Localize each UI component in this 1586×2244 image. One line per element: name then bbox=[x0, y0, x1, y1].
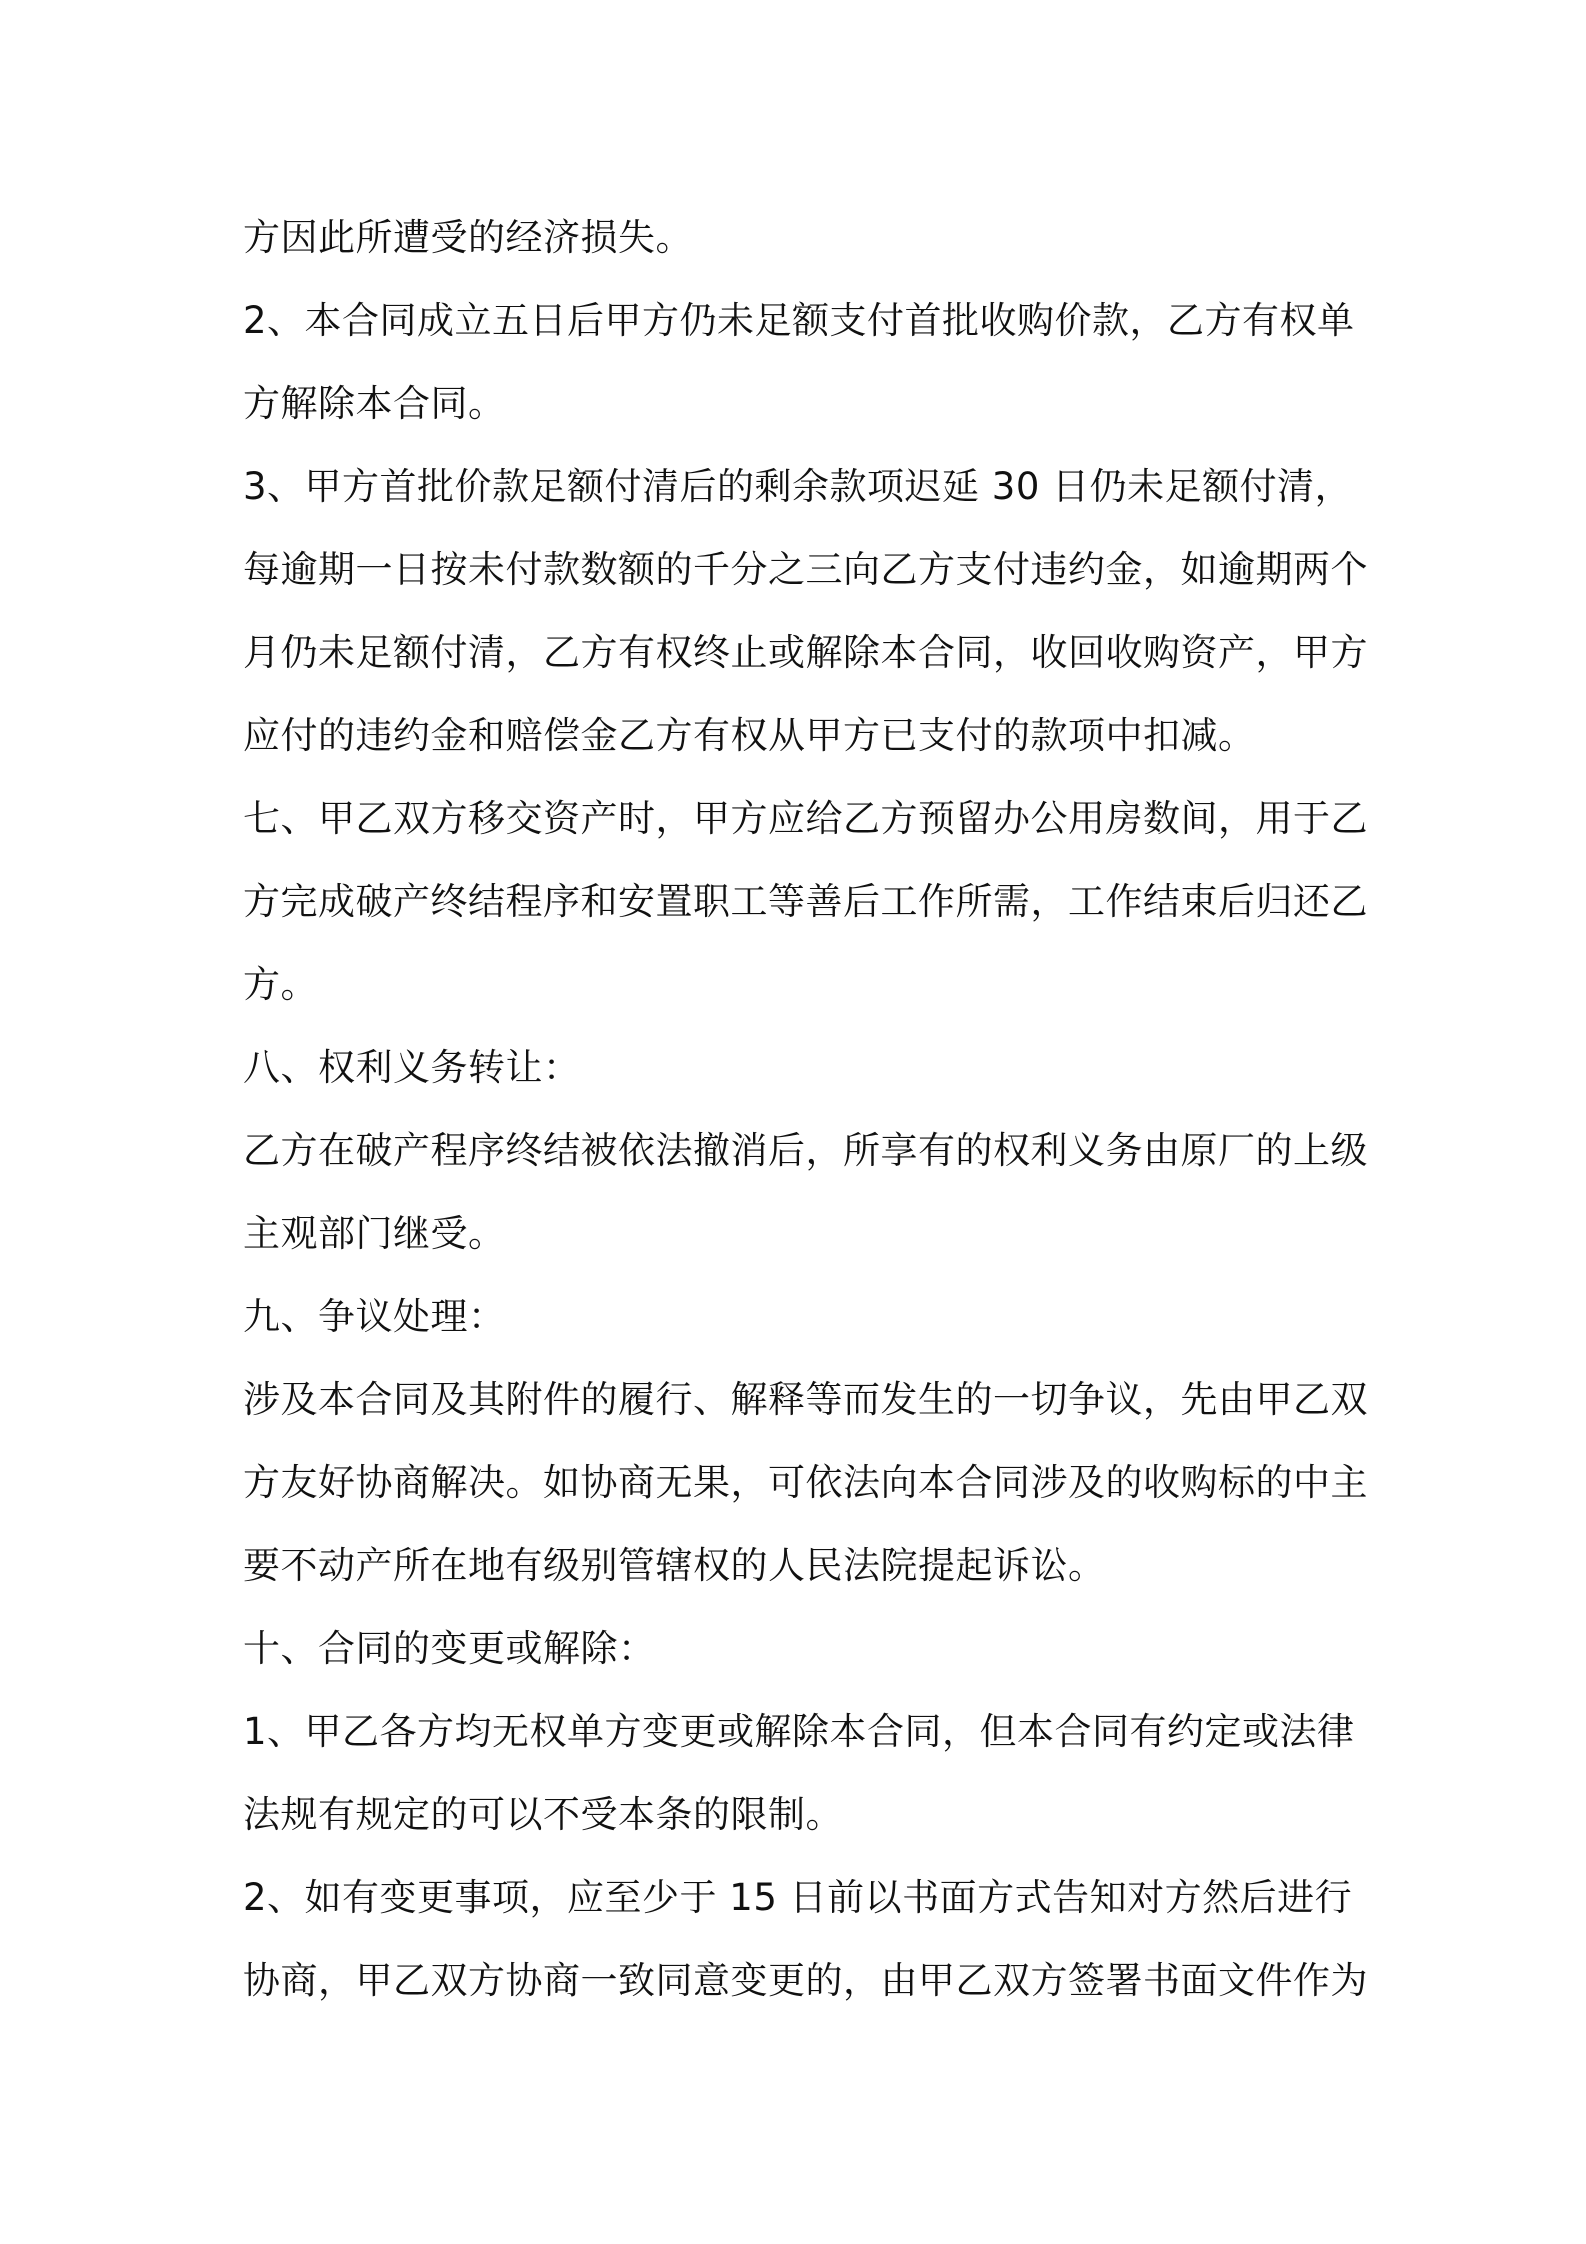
text-line: 1、甲乙各方均无权单方变更或解除本合同，但本合同有约定或法律 bbox=[243, 1710, 1355, 1753]
heading-section-10 bbox=[243, 1607, 1363, 1690]
text-line: 协商，甲乙双方协商一致同意变更的，由甲乙双方签署书面文件作为 bbox=[243, 1959, 1368, 2002]
paragraph-section-7 bbox=[243, 777, 1368, 1026]
text-line: 方友好协商解决。如协商无果，可依法向本合同涉及的收购标的中主 bbox=[243, 1461, 1368, 1504]
text-line: 乙方在破产程序终结被依法撤消后，所享有的权利义务由原厂的上级 bbox=[243, 1129, 1368, 1172]
text-line: 要不动产所在地有级别管辖权的人民法院提起诉讼。 bbox=[243, 1544, 1106, 1587]
paragraph-section-9-body bbox=[243, 1358, 1368, 1607]
section-heading: 八、权利义务转让： bbox=[243, 1046, 581, 1089]
text-line: 方因此所遭受的经济损失。 bbox=[243, 216, 693, 259]
paragraph-clause-3 bbox=[243, 445, 1368, 777]
text-line: 2、本合同成立五日后甲方仍未足额支付首批收购价款，乙方有权单 bbox=[243, 299, 1355, 342]
text-line: 月仍未足额付清，乙方有权终止或解除本合同，收回收购资产，甲方 bbox=[243, 631, 1368, 674]
paragraph-clause-2 bbox=[243, 279, 1363, 445]
text-line: 涉及本合同及其附件的履行、解释等而发生的一切争议，先由甲乙双 bbox=[243, 1378, 1368, 1421]
text-line: 3、甲方首批价款足额付清后的剩余款项迟延 30 日仍未足额付清， bbox=[243, 465, 1353, 508]
text-line: 方完成破产终结程序和安置职工等善后工作所需，工作结束后归还乙 bbox=[243, 880, 1368, 923]
heading-section-9 bbox=[243, 1275, 1363, 1358]
paragraph-loss-ending bbox=[243, 196, 1363, 279]
text-line: 方解除本合同。 bbox=[243, 382, 506, 425]
text-line: 主观部门继受。 bbox=[243, 1212, 506, 1255]
section-heading: 九、争议处理： bbox=[243, 1295, 506, 1338]
text-line: 方。 bbox=[243, 963, 318, 1006]
document-body bbox=[243, 196, 1368, 2022]
text-line: 应付的违约金和赔偿金乙方有权从甲方已支付的款项中扣减。 bbox=[243, 714, 1256, 757]
text-line: 法规有规定的可以不受本条的限制。 bbox=[243, 1793, 843, 1836]
section-heading: 十、合同的变更或解除： bbox=[243, 1627, 656, 1670]
paragraph-section-10-clause-1 bbox=[243, 1690, 1363, 1856]
paragraph-section-10-clause-2 bbox=[243, 1856, 1368, 2022]
text-line: 2、如有变更事项，应至少于 15 日前以书面方式告知对方然后进行 bbox=[243, 1876, 1353, 1919]
heading-section-8 bbox=[243, 1026, 1363, 1109]
text-line: 每逾期一日按未付款数额的千分之三向乙方支付违约金，如逾期两个 bbox=[243, 548, 1368, 591]
text-line: 七、甲乙双方移交资产时，甲方应给乙方预留办公用房数间，用于乙 bbox=[243, 797, 1368, 840]
paragraph-section-8-body bbox=[243, 1109, 1368, 1275]
